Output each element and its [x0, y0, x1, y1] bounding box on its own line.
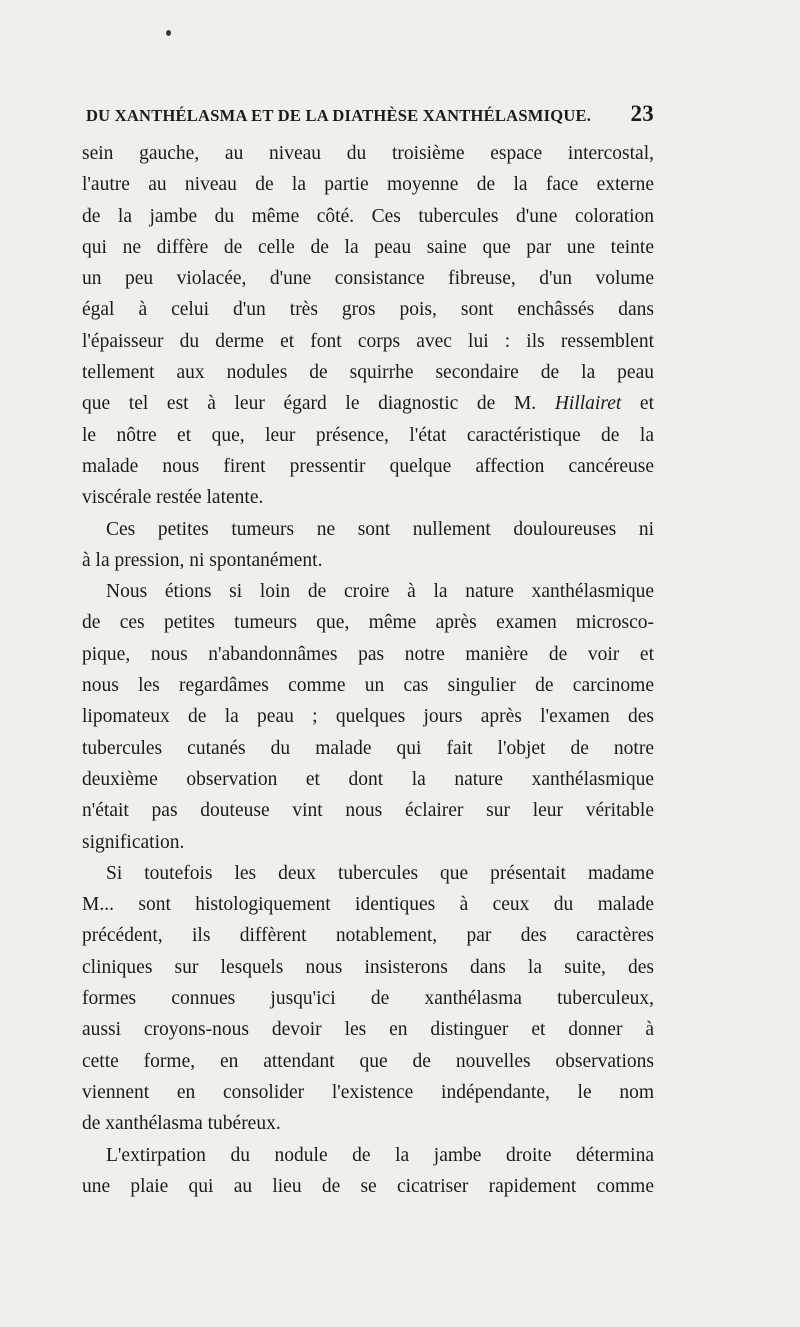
text-line: tubercules cutanés du malade qui fait l'objet de notre — [82, 737, 654, 759]
text-line: de la jambe du même côté. Ces tubercules d'une coloration — [82, 205, 654, 227]
text-line: un peu violacée, d'une consistance fibreuse, d'un volume — [82, 268, 654, 290]
running-header — [86, 101, 654, 137]
text-line: le nôtre et que, leur présence, l'état caractéristique de la — [82, 424, 654, 446]
text-line: Si toutefois les deux tubercules que présentait madame — [106, 862, 654, 884]
page-number: 23 — [630, 101, 654, 126]
text-line: aussi croyons-nous devoir les en distinguer et donner à — [82, 1019, 654, 1041]
text-line — [82, 388, 654, 419]
text-line: n'était pas douteuse vint nous éclairer sur leur véritable — [82, 800, 654, 822]
text-line: tellement aux nodules de squirrhe secondaire de la peau — [82, 362, 654, 384]
text-line: formes connues jusqu'ici de xanthélasma tuberculeux, — [82, 988, 654, 1010]
text-line: l'épaisseur du derme et font corps avec lui : ils ressemblent — [82, 330, 654, 352]
text-line: L'extirpation du nodule de la jambe droite détermina — [106, 1144, 654, 1166]
text-line: cette forme, en attendant que de nouvelles observations — [82, 1050, 654, 1072]
body-text — [82, 138, 654, 1202]
text-line: lipomateux de la peau ; quelques jours après l'examen des — [82, 706, 654, 728]
running-title: DU XANTHÉLASMA ET DE LA DIATHÈSE XANTHÉLASMIQUE. — [86, 106, 592, 125]
text-line: viscérale restée latente. — [82, 487, 264, 509]
text-line: deuxième observation et dont la nature xanthélasmique — [82, 768, 654, 790]
text-line: de ces petites tumeurs que, même après examen microsco- — [82, 612, 654, 634]
text-line: l'autre au niveau de la partie moyenne de la face externe — [82, 174, 654, 196]
text-line: malade nous firent pressentir quelque affection cancéreuse — [82, 455, 654, 477]
text-line: à la pression, ni spontanément. — [82, 549, 323, 571]
text-line: M... sont histologiquement identiques à ceux du malade — [82, 894, 654, 916]
text-line: une plaie qui au lieu de se cicatriser rapidement comme — [82, 1175, 654, 1197]
text-run: que tel est à leur égard le diagnostic de M. — [82, 393, 555, 415]
ink-speck — [166, 30, 171, 36]
text-line: qui ne diffère de celle de la peau saine que par une teinte — [82, 236, 654, 258]
text-line: Ces petites tumeurs ne sont nullement douloureuses ni — [106, 518, 654, 540]
text-run: et — [621, 393, 654, 415]
text-line: nous les regardâmes comme un cas singulier de carcinome — [82, 675, 654, 697]
text-line: Nous étions si loin de croire à la nature xanthélasmique — [106, 581, 654, 603]
text-line: précédent, ils diffèrent notablement, par des caractères — [82, 925, 654, 947]
text-line: de xanthélasma tubéreux. — [82, 1113, 281, 1135]
text-line: cliniques sur lesquels nous insisterons dans la suite, des — [82, 956, 654, 978]
text-line: signification. — [82, 831, 185, 853]
author-name-italic: Hillairet — [554, 393, 622, 415]
text-line: sein gauche, au niveau du troisième espace intercostal, — [82, 143, 654, 164]
text-line: égal à celui d'un très gros pois, sont enchâssés dans — [82, 299, 654, 321]
text-line: pique, nous n'abandonnâmes pas notre manière de voir et — [82, 643, 654, 665]
text-line: viennent en consolider l'existence indépendante, le nom — [82, 1081, 654, 1103]
